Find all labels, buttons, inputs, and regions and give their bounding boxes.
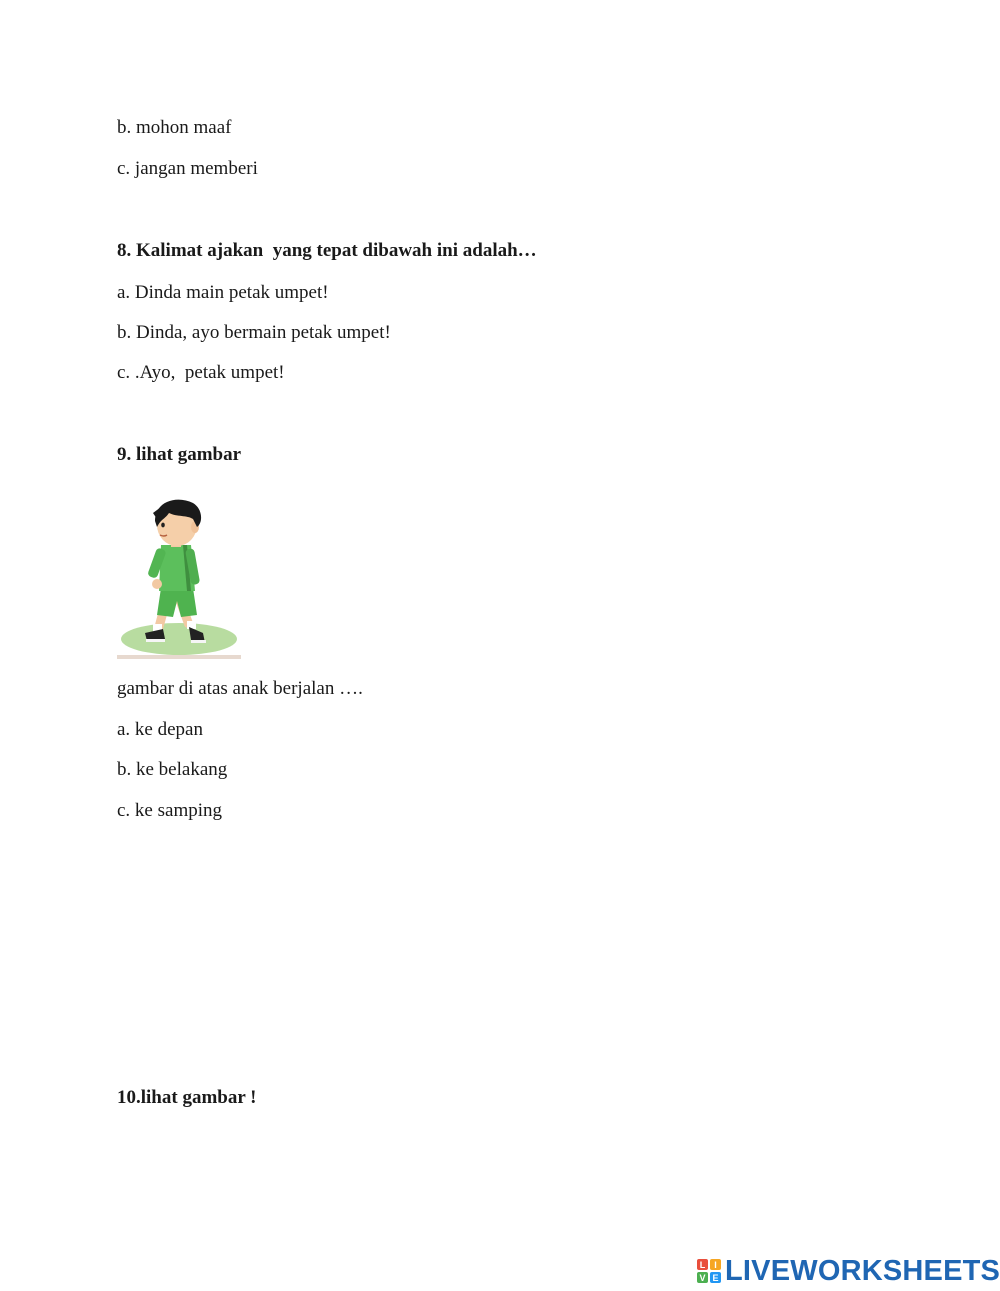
- q7-option-c: c. jangan memberi: [117, 158, 258, 179]
- brand-name: LIVEWORKSHEETS: [725, 1254, 1000, 1287]
- logo-letter: I: [710, 1259, 721, 1270]
- q9-question: 9. lihat gambar: [117, 444, 242, 465]
- q8-option-c: c. .Ayo, petak umpet!: [117, 362, 285, 383]
- walking-boy-image: [117, 493, 241, 661]
- liveworksheets-logo: [697, 1256, 1000, 1286]
- q9-option-b: b. ke belakang: [117, 759, 228, 780]
- q10-question: 10.lihat gambar !: [117, 1087, 257, 1108]
- logo-letter: V: [697, 1272, 708, 1283]
- logo-grid-icon: [697, 1259, 721, 1283]
- q9-prompt: gambar di atas anak berjalan ….: [117, 678, 363, 699]
- q8-option-a: a. Dinda main petak umpet!: [117, 282, 329, 303]
- q8-option-b: b. Dinda, ayo bermain petak umpet!: [117, 322, 391, 343]
- logo-letter: E: [710, 1272, 721, 1283]
- q7-option-b: b. mohon maaf: [117, 117, 232, 138]
- q8-question: 8. Kalimat ajakan yang tepat dibawah ini adalah…: [117, 240, 537, 261]
- q9-option-c: c. ke samping: [117, 800, 223, 821]
- logo-letter: L: [697, 1259, 708, 1270]
- q9-option-a: a. ke depan: [117, 719, 203, 740]
